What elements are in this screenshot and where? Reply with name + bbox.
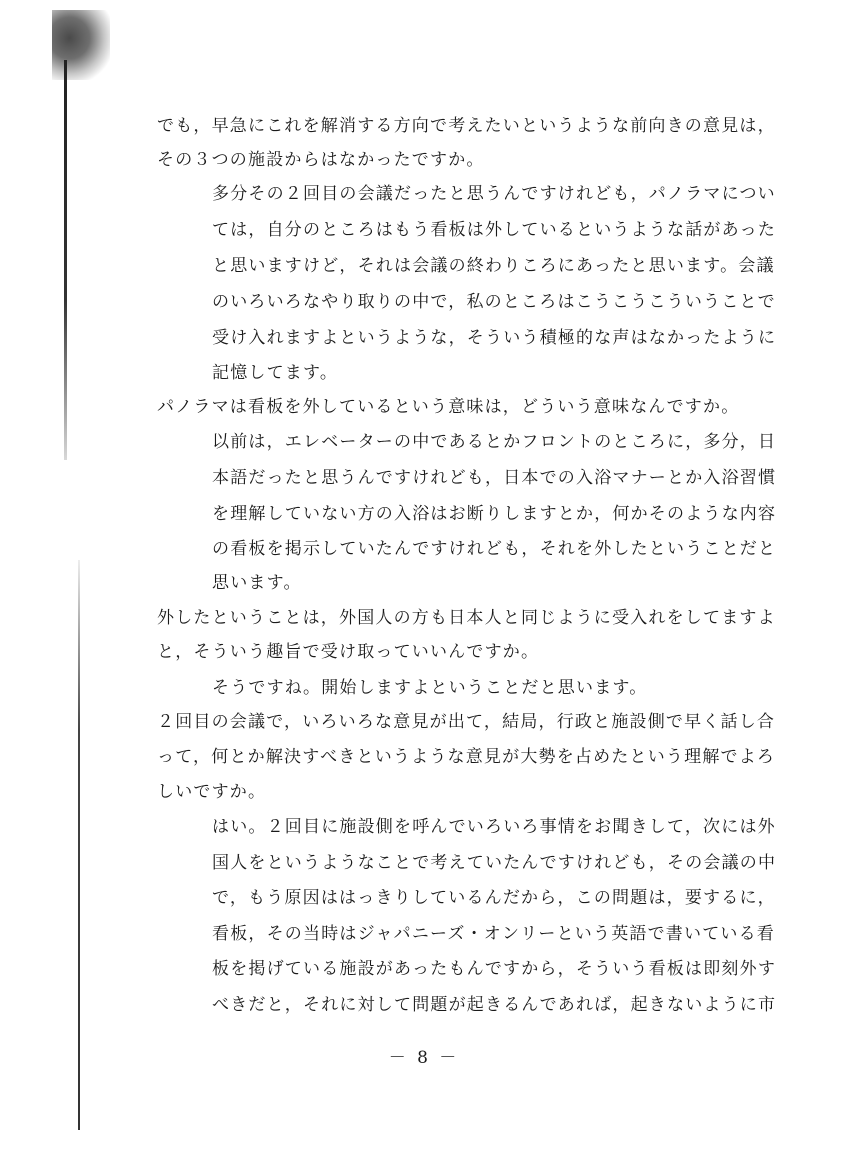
answer-line: 受け入れますよというような，そういう積極的な声はなかったように [212,328,777,348]
answer-line: で，もう原因ははっきりしているんだから，この問題は，要するに， [212,888,776,908]
question-line: その３つの施設からはなかったですか。 [157,150,485,170]
answer-line: と思いますけど，それは会議の終わりころにあったと思います。会議 [212,256,775,276]
answer-line: 国人をというようなことで考えていたんですけれども，その会議の中 [212,853,777,873]
answer-line: のいろいろなやり取りの中で，私のところはこうこうこういうことで [212,292,776,312]
answer-line: 多分その２回目の会議だったと思うんですけれども，パノラマについ [212,184,776,204]
question-line: って，何とか解決すべきというような意見が大勢を占めたという理解でよろ [157,747,776,767]
answer-line: 本語だったと思うんですけれども，日本での入浴マナーとか入浴習慣 [212,468,777,488]
answer-line: はい。２回目に施設側を呼んでいろいろ事情をお聞きして，次には外 [212,817,776,837]
answer-line: 以前は，エレベーターの中であるとかフロントのところに，多分，日 [212,432,777,452]
question-line: パノラマは看板を外しているという意味は，どういう意味なんですか。 [157,397,740,417]
answer-line: べきだと，それに対して問題が起きるんであれば，起きないように市 [212,995,777,1015]
answer-line: 看板，その当時はジャパニーズ・オンリーという英語で書いている看 [212,924,776,944]
binding-edge-line [64,60,67,460]
answer-line: 思います。 [212,573,302,593]
answer-line: ては，自分のところはもう看板は外しているというような話があった [212,220,777,240]
question-line: 外したということは，外国人の方も日本人と同じように受入れをしてますよ [157,608,776,628]
question-line: でも，早急にこれを解消する方向で考えたいというような前向きの意見は， [157,116,776,136]
answer-line: を理解していない方の入浴はお断りしますとか，何かそのような内容 [212,504,777,524]
answer-line: 記憶してます。 [212,363,339,383]
answer-line: の看板を掲示していたんですけれども，それを外したということだと [212,539,777,559]
question-line: しいですか。 [157,782,267,802]
answer-line: 板を掲げている施設があったもんですから，そういう看板は即刻外す [212,959,777,979]
answer-line: そうですね。開始しますよということだと思います。 [212,678,648,698]
question-line: と，そういう趣旨で受け取っていいんですか。 [157,642,540,662]
question-line: ２回目の会議で，いろいろな意見が出て，結局，行政と施設側で早く話し合 [157,712,776,732]
binding-shadow [52,10,110,80]
page-number: － 8 － [388,1048,460,1068]
